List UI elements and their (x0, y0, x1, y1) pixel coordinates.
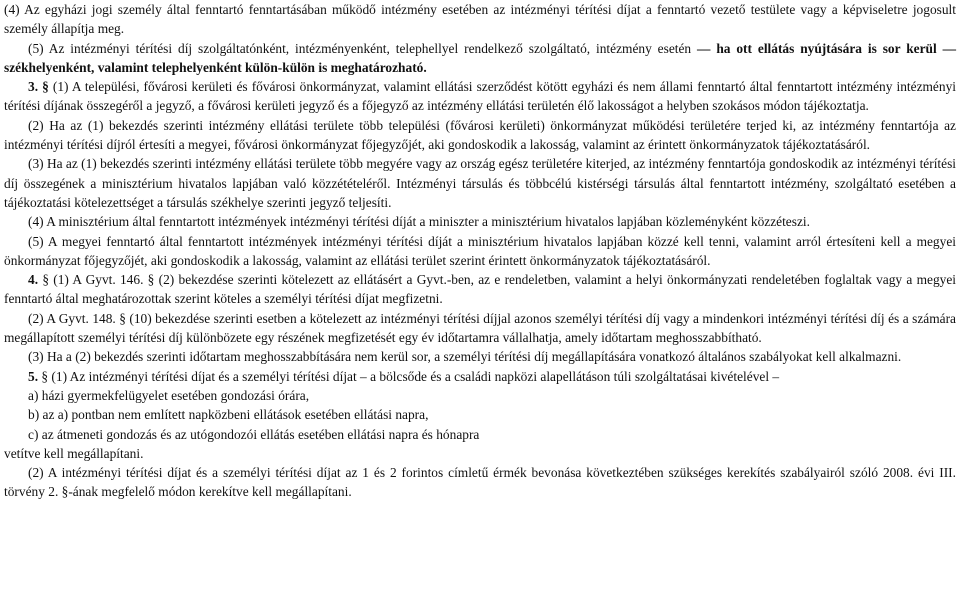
paragraph (4, 444, 956, 463)
list-item-text: b) az a) pontban nem említett napközbeni ellátások esetében ellátási napra, (28, 407, 429, 423)
paragraph-text: (3) Ha az (1) bekezdés szerinti intézmény ellátási területe több megyére vagy az ország egész területére kiterjed, az intézmény fenntartója gondoskodik az intézményi térítési díj összegének a minisztérium hivatalos lapjában való közzétételéről. Intézményi társulás és többcélú kistérségi társulás által fenntartott intézmény, szolgáltató esetében a tájékoztatási kötelezettséget a társulás székhelye szerinti jegyző teljesíti. (4, 156, 957, 210)
paragraph-text: (5) Az intézményi térítési díj szolgáltatónként, intézményenként, telephellyel rendelkező szolgáltató, intézmény esetén (28, 40, 698, 56)
paragraph-text: (4) A minisztérium által fenntartott intézmények intézményi térítési díját a miniszter a minisztérium hivatalos lapjában közleményként közzéteszi. (28, 214, 810, 230)
section-number: 4. (28, 272, 43, 288)
paragraph (4, 0, 956, 39)
paragraph (4, 347, 956, 366)
list-item (4, 386, 956, 405)
section-5-paragraph (4, 367, 956, 386)
list-item (4, 405, 956, 424)
paragraph-text: (2) Ha az (1) bekezdés szerinti intézmény ellátási területe több települési (fővárosi kerületi) önkormányzat működési területére terjed ki, az intézmény fenntartója az intézményi térítési díjról értesíti a megyei, fővárosi önkormányzat főjegyzőjét, aki gondoskodik a lakosság, valamint az érintett önkormányzatok tájékoztatásáról. (4, 117, 956, 153)
paragraph-text-bold: — ha ott ellátás nyújtására is sor kerül — székhelyenként, valamint telephelyenként külön-külön is meghatározható. (4, 40, 956, 75)
paragraph (4, 463, 956, 502)
paragraph (4, 116, 956, 155)
paragraph-text: (2) A Gyvt. 148. § (10) bekezdése szerinti esetben a kötelezett az intézményi térítési díjjal azonos személyi térítési díj vagy a mindenkori intézményi térítési díj és a számára megállapított személyi térítési díj különbözete egy részének megfizetését egy év időtartamra vállalhatja, amely időtartam meghosszabbítható. (4, 310, 956, 346)
list-item-text: a) házi gyermekfelügyelet esetében gondozási órára, (28, 387, 310, 403)
paragraph-text: § (1) A Gyvt. 146. § (2) bekezdése szerinti kötelezett az ellátásért a Gyvt.-ben, az e rendeletben, valamint a helyi önkormányzati rendeletében foglaltak vagy a megyei fenntartó által meghatározottak szerint köteles a személyi térítési díjat megfizetni. (4, 272, 956, 307)
paragraph-text: (3) Ha a (2) bekezdés szerinti időtartam meghosszabbítására nem kerül sor, a személyi térítési díj megállapítására vonatkozó általános szabályokat kell alkalmazni. (28, 349, 902, 365)
section-3-paragraph (4, 77, 956, 116)
paragraph-text: § (1) Az intézményi térítési díjat és a személyi térítési díjat – a bölcsőde és a családi napközi alapellátáson túli szolgáltatásai kivételével – (41, 368, 780, 384)
paragraph-text: (2) A intézményi térítési díjat és a személyi térítési díjat az 1 és 2 forintos címletű érmék bevonása következtében szükséges kerekítés szabályairól szóló 2008. évi III. törvény 2. §-ának megfelelő módon kerekítve kell megállapítani. (4, 465, 956, 500)
paragraph (4, 309, 956, 348)
paragraph (4, 232, 956, 271)
paragraph (4, 154, 956, 212)
paragraph (4, 39, 956, 78)
paragraph-text: (5) A megyei fenntartó által fenntartott intézmények intézményi térítési díját a minisztérium hivatalos lapjában közzé kell tenni, valamint arról értesíteni kell a megyei önkormányzat főjegyzőjét, aki gondoskodik a lakosság, valamint az ellátási terület szerint érintett önkormányzatok tájékoztatásáról. (4, 233, 956, 268)
paragraph-text: vetítve kell megállapítani. (4, 445, 144, 461)
section-number: 3. § (28, 79, 49, 95)
paragraph-text: (4) Az egyházi jogi személy által fenntartó fenntartásában működő intézmény esetében az intézményi térítési díjat a fenntartó vezető testülete vagy a képviseletre jogosult személy állapítja meg. (4, 2, 956, 37)
paragraph-text: (1) A települési, fővárosi kerületi és fővárosi önkormányzat, valamint ellátási szerződést kötött egyházi és nem állami fenntartó által fenntartott intézmény intézményi térítési díjának összegéről a jegyző, a fővárosi kerületi jegyző és a főjegyző az intézmény ellátási területén élő lakosságot a helyben szokásos módon tájékoztatja. (4, 79, 956, 114)
section-number: 5. (28, 368, 42, 384)
section-4-paragraph (4, 270, 956, 309)
paragraph (4, 212, 956, 231)
list-item (4, 425, 956, 444)
list-item-text: c) az átmeneti gondozás és az utógondozói ellátás esetében ellátási napra és hónapra (28, 426, 480, 442)
